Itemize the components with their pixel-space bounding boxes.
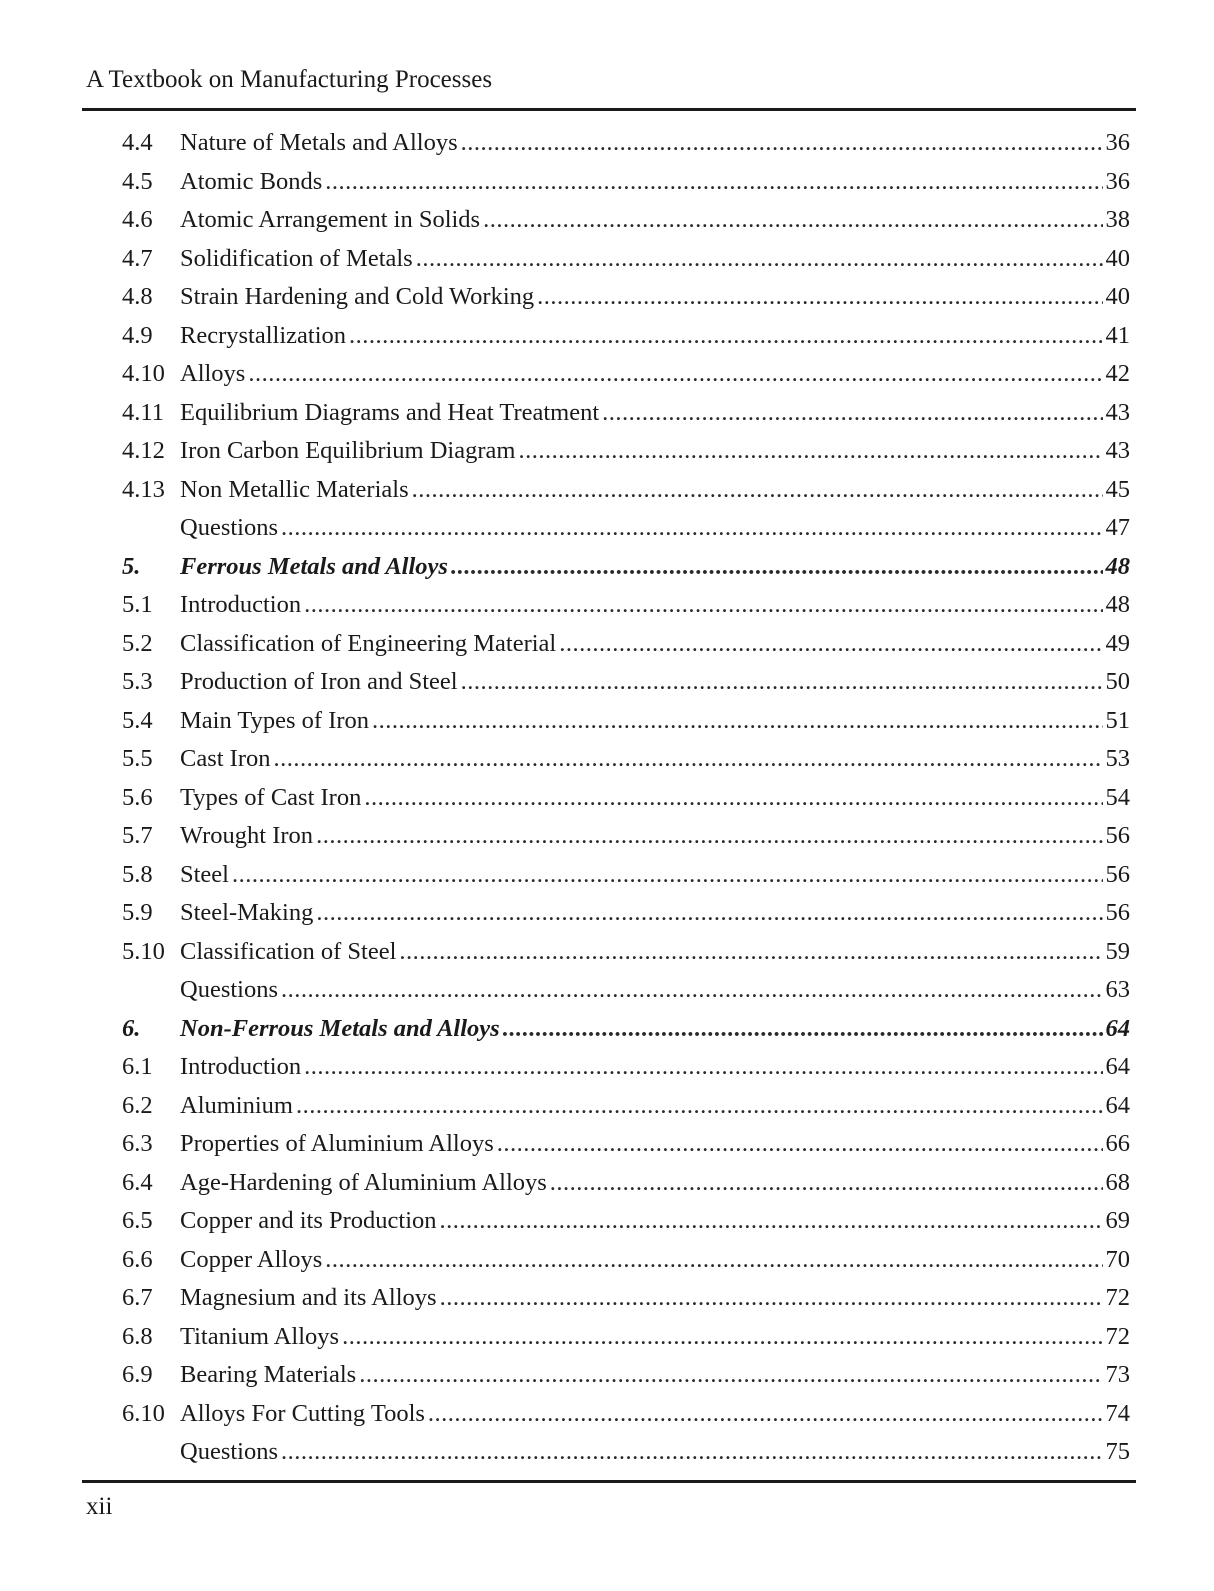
toc-entry xyxy=(122,1048,1130,1087)
dot-leader xyxy=(440,1279,1103,1318)
dot-leader xyxy=(399,933,1102,972)
dot-leader xyxy=(296,1087,1103,1126)
toc-entry-page: 45 xyxy=(1105,475,1130,503)
toc-entry-title: Non Metallic Materials xyxy=(180,475,409,503)
toc-entry-title: Questions xyxy=(180,1438,278,1465)
toc-entry-title: Cast Iron xyxy=(180,745,271,772)
toc-entry-number: 6.7 xyxy=(122,1284,153,1311)
toc-entry-title: Copper and its Production xyxy=(180,1207,437,1234)
toc-entry-page: 69 xyxy=(1105,1207,1130,1234)
toc-entry xyxy=(122,663,1130,702)
toc-entry xyxy=(122,317,1130,356)
toc-entry-number: 4.13 xyxy=(122,475,165,503)
toc-entry-number: 5.9 xyxy=(122,899,153,926)
toc-entry-number: 6.8 xyxy=(122,1322,153,1350)
toc-entry-page: 48 xyxy=(1105,552,1130,580)
toc-entry-title: Properties of Aluminium Alloys xyxy=(180,1130,494,1157)
toc-entry-title: Steel-Making xyxy=(180,899,314,926)
toc-entry-number: 5.7 xyxy=(122,822,153,849)
dot-leader xyxy=(503,1010,1103,1049)
dot-leader xyxy=(559,625,1102,664)
toc-entry-title: Titanium Alloys xyxy=(180,1322,340,1350)
toc-entry-page: 56 xyxy=(1105,899,1130,926)
toc-entry-page: 51 xyxy=(1105,706,1130,734)
toc-entry-title: Recrystallization xyxy=(180,321,346,349)
toc-entry-page: 74 xyxy=(1105,1399,1130,1427)
toc-entry xyxy=(122,432,1130,471)
toc-entry-page: 41 xyxy=(1105,321,1130,349)
toc-entry-title: Questions xyxy=(180,514,278,541)
toc-entry-page: 49 xyxy=(1105,629,1130,657)
toc-entry-number: 4.10 xyxy=(122,360,165,387)
toc-entry-number: 6.4 xyxy=(122,1168,153,1196)
dot-leader xyxy=(372,702,1102,741)
header-rule xyxy=(82,108,1136,111)
toc-entry-number: 6.1 xyxy=(122,1053,153,1080)
toc-entry-number: 4.11 xyxy=(122,398,164,426)
toc-entry-title: Questions xyxy=(180,976,278,1003)
toc-entry-title: Non-Ferrous Metals and Alloys xyxy=(180,1014,500,1042)
dot-leader xyxy=(304,1048,1102,1087)
dot-leader xyxy=(325,1241,1102,1280)
dot-leader xyxy=(342,1318,1102,1357)
toc-entry-page: 64 xyxy=(1105,1053,1130,1080)
toc-entry-title: Age-Hardening of Aluminium Alloys xyxy=(180,1168,547,1196)
toc-entry-page: 48 xyxy=(1105,591,1130,618)
footer-rule xyxy=(82,1480,1136,1483)
toc-entry xyxy=(122,509,1130,548)
toc-entry xyxy=(122,355,1130,394)
toc-entry-page: 36 xyxy=(1105,129,1130,156)
toc-entry-number: 5.1 xyxy=(122,591,153,618)
toc-entry-title: Types of Cast Iron xyxy=(180,783,362,811)
toc-entry-number: 4.5 xyxy=(122,167,153,195)
toc-entry xyxy=(122,1202,1130,1241)
toc-entry-title: Equilibrium Diagrams and Heat Treatment xyxy=(180,398,600,426)
toc-entry-title: Iron Carbon Equilibrium Diagram xyxy=(180,437,516,464)
toc-entry xyxy=(122,933,1130,972)
toc-entry-page: 73 xyxy=(1105,1361,1130,1388)
toc-entry-number: 5.8 xyxy=(122,860,153,888)
toc-entry-number: 4.6 xyxy=(122,206,153,233)
toc-entry xyxy=(122,1087,1130,1126)
toc-entry-number: 5.5 xyxy=(122,745,153,772)
toc-entry-page: 68 xyxy=(1105,1168,1130,1196)
toc-entry xyxy=(122,240,1130,279)
toc-entry-title: Ferrous Metals and Alloys xyxy=(180,552,448,580)
toc-entry-page: 75 xyxy=(1105,1438,1130,1465)
toc-entry-page: 38 xyxy=(1105,206,1130,233)
toc-entry xyxy=(122,1318,1130,1357)
toc-entry-number: 5.2 xyxy=(122,629,153,657)
toc-entry-title: Copper Alloys xyxy=(180,1245,323,1273)
toc-entry-page: 47 xyxy=(1105,514,1130,541)
toc-entry xyxy=(122,856,1130,895)
toc-entry-number: 4.9 xyxy=(122,321,153,349)
dot-leader xyxy=(497,1125,1103,1164)
toc-entry-page: 66 xyxy=(1105,1130,1130,1157)
toc-entry-title: Classification of Steel xyxy=(180,937,397,965)
toc-entry xyxy=(122,894,1130,933)
dot-leader xyxy=(359,1356,1102,1395)
toc-entry-page: 59 xyxy=(1105,937,1130,965)
dot-leader xyxy=(274,740,1103,779)
dot-leader xyxy=(451,548,1103,587)
toc-entry-page: 53 xyxy=(1105,745,1130,772)
dot-leader xyxy=(349,317,1103,356)
toc-entry xyxy=(122,1241,1130,1280)
toc-entry-page: 63 xyxy=(1105,976,1130,1003)
toc-entry xyxy=(122,625,1130,664)
toc-entry xyxy=(122,124,1130,163)
dot-leader xyxy=(518,432,1102,471)
dot-leader xyxy=(316,894,1102,933)
toc-entry-page: 70 xyxy=(1105,1245,1130,1273)
toc-entry-page: 64 xyxy=(1105,1091,1130,1119)
toc-entry xyxy=(122,971,1130,1010)
toc-entry xyxy=(122,1279,1130,1318)
toc-entry-title: Bearing Materials xyxy=(180,1361,357,1388)
toc-entry-page: 72 xyxy=(1105,1284,1130,1311)
toc-entry-title: Magnesium and its Alloys xyxy=(180,1284,437,1311)
toc-chapter-entry xyxy=(122,1010,1130,1049)
dot-leader xyxy=(316,817,1102,856)
toc-entry-title: Introduction xyxy=(180,1053,302,1080)
toc-entry-title: Main Types of Iron xyxy=(180,706,370,734)
toc-entry xyxy=(122,1433,1130,1472)
toc-entry xyxy=(122,163,1130,202)
dot-leader xyxy=(281,509,1103,548)
toc-entry xyxy=(122,201,1130,240)
toc-entry-number: 6.3 xyxy=(122,1130,153,1157)
toc-entry-number: 6. xyxy=(122,1014,141,1042)
toc-entry-page: 56 xyxy=(1105,822,1130,849)
toc-entry-title: Strain Hardening and Cold Working xyxy=(180,283,535,310)
dot-leader xyxy=(602,394,1102,433)
toc-entry-number: 4.12 xyxy=(122,437,165,464)
dot-leader xyxy=(325,163,1102,202)
toc-entry xyxy=(122,702,1130,741)
dot-leader xyxy=(281,1433,1103,1472)
toc-entry-title: Atomic Arrangement in Solids xyxy=(180,206,481,233)
toc-entry-number: 6.9 xyxy=(122,1361,153,1388)
toc-entry-title: Production of Iron and Steel xyxy=(180,668,458,695)
toc-entry-number: 4.4 xyxy=(122,129,153,156)
toc-entry xyxy=(122,1356,1130,1395)
toc-entry xyxy=(122,394,1130,433)
toc-entry xyxy=(122,1395,1130,1434)
dot-leader xyxy=(550,1164,1103,1203)
toc-entry-title: Atomic Bonds xyxy=(180,167,323,195)
table-of-contents xyxy=(122,124,1130,1472)
toc-entry-page: 40 xyxy=(1105,244,1130,272)
toc-entry-page: 72 xyxy=(1105,1322,1130,1350)
toc-entry-number: 6.6 xyxy=(122,1245,153,1273)
dot-leader xyxy=(281,971,1103,1010)
page-folio: xii xyxy=(86,1493,113,1520)
toc-entry-title: Introduction xyxy=(180,591,302,618)
dot-leader xyxy=(440,1202,1103,1241)
dot-leader xyxy=(232,856,1103,895)
toc-entry-number: 5.3 xyxy=(122,668,153,695)
toc-entry-number: 4.7 xyxy=(122,244,153,272)
toc-entry xyxy=(122,1125,1130,1164)
toc-entry xyxy=(122,817,1130,856)
toc-entry-page: 43 xyxy=(1105,398,1130,426)
dot-leader xyxy=(428,1395,1103,1434)
toc-entry xyxy=(122,471,1130,510)
toc-entry-number: 6.2 xyxy=(122,1091,153,1119)
toc-entry xyxy=(122,740,1130,779)
toc-entry-title: Wrought Iron xyxy=(180,822,314,849)
toc-entry-number: 6.5 xyxy=(122,1207,153,1234)
dot-leader xyxy=(412,471,1103,510)
toc-entry-page: 64 xyxy=(1105,1014,1130,1042)
running-head: A Textbook on Manufacturing Processes xyxy=(86,66,493,93)
toc-entry-title: Alloys For Cutting Tools xyxy=(180,1399,425,1427)
toc-chapter-entry xyxy=(122,548,1130,587)
toc-entry-page: 36 xyxy=(1105,167,1130,195)
dot-leader xyxy=(364,779,1102,818)
toc-entry-number: 5.4 xyxy=(122,706,153,734)
toc-entry xyxy=(122,586,1130,625)
dot-leader xyxy=(248,355,1102,394)
toc-entry-title: Aluminium xyxy=(180,1091,293,1119)
toc-entry-number: 5.10 xyxy=(122,937,165,965)
toc-entry-page: 56 xyxy=(1105,860,1130,888)
toc-entry xyxy=(122,278,1130,317)
dot-leader xyxy=(461,663,1103,702)
toc-entry-page: 54 xyxy=(1105,783,1130,811)
toc-entry-number: 6.10 xyxy=(122,1399,165,1427)
toc-entry xyxy=(122,1164,1130,1203)
toc-entry-title: Alloys xyxy=(180,360,246,387)
toc-entry-number: 4.8 xyxy=(122,283,153,310)
dot-leader xyxy=(304,586,1102,625)
toc-entry-number: 5. xyxy=(122,552,141,580)
toc-entry-number: 5.6 xyxy=(122,783,153,811)
toc-entry-page: 43 xyxy=(1105,437,1130,464)
toc-entry-page: 40 xyxy=(1105,283,1130,310)
toc-entry-page: 42 xyxy=(1105,360,1130,387)
toc-entry-title: Classification of Engineering Material xyxy=(180,629,557,657)
toc-entry-page: 50 xyxy=(1105,668,1130,695)
toc-entry-title: Steel xyxy=(180,860,229,888)
toc-entry xyxy=(122,779,1130,818)
dot-leader xyxy=(416,240,1103,279)
dot-leader xyxy=(483,201,1102,240)
toc-entry-title: Nature of Metals and Alloys xyxy=(180,129,458,156)
dot-leader xyxy=(537,278,1102,317)
dot-leader xyxy=(461,124,1103,163)
toc-entry-title: Solidification of Metals xyxy=(180,244,413,272)
